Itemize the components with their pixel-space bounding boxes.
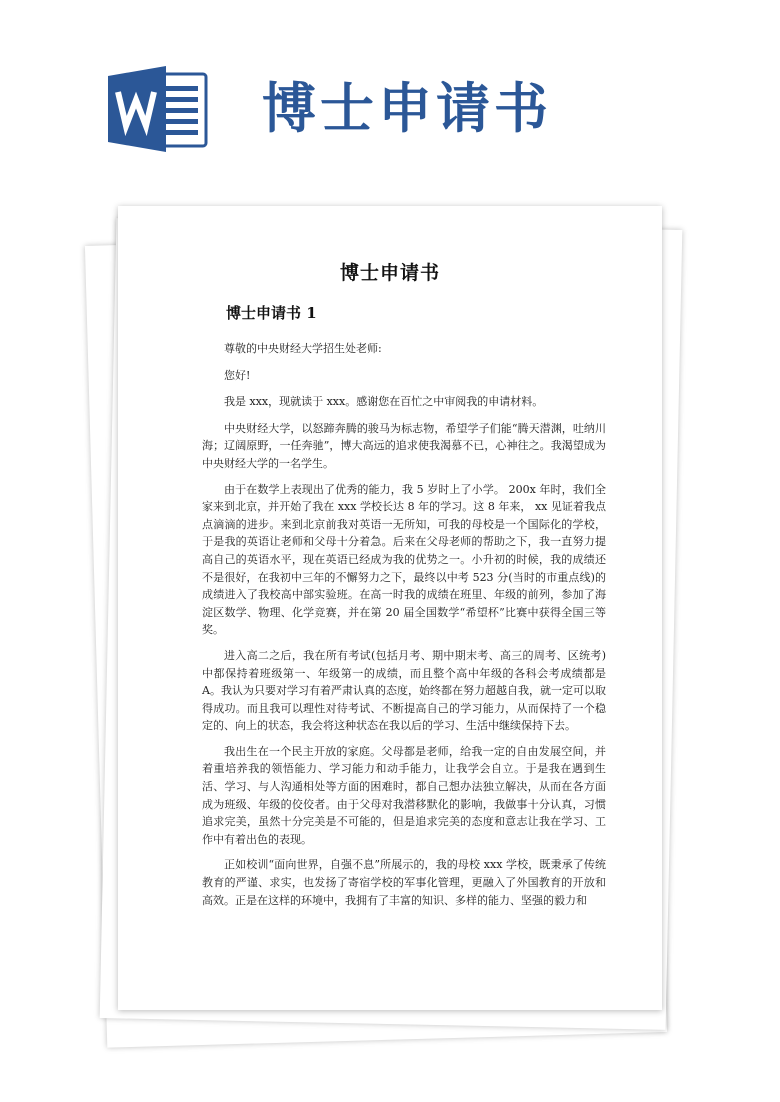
document-subtitle: 博士申请书 1 (226, 304, 317, 322)
paragraph-intro: 我是 xxx，现就读于 xxx。感谢您在百忙之中审阅我的申请材料。 (224, 395, 544, 409)
paragraph-school-motto: 正如校训“面向世界，自强不息”所展示的，我的母校 xxx 学校，既秉承了传统教育的严谨、求实，也发扬了寄宿学校的军事化管理，更融入了外国教育的开放和高效。正是在这样的环境中，我拥有了丰富的知识、多样的能力、坚强的毅力和 (202, 858, 606, 907)
paragraph-family: 我出生在一个民主开放的家庭。父母都是老师，给我一定的自由发展空间，并着重培养我的领悟能力、学习能力和动手能力，让我学会自立。于是我在遇到生活、学习、与人沟通相处等方面的困难时，都自己想办法独立解决，从而在各方面成为班级、年级的佼佼者。由于父母对我潜移默化的影响，我做事十分认真，习惯追求完美，虽然十分完美是不可能的，但是追求完美的态度和意志让我在学习、工作中有着出色的表现。 (202, 744, 606, 846)
paragraph-high-school: 进入高二之后，我在所有考试(包括月考、期中期末考、高三的周考、区统考)中都保持着班级第一、年级第一的成绩，而且整个高中年级的各科会考成绩都是 A。我认为只要对学习有着严肃认真的态度，始终都在努力超越自我，就一定可以取得成功。而且我可以理性对待考试、不断提高自己的学习能力，从而保持了一个稳定的、向上的状态，我会将这种状态在我以后的学习、生活中继续保持下去。 (202, 648, 606, 733)
salutation: 尊敬的中央财经大学招生处老师: (224, 342, 382, 355)
banner-title: 博士申请书 (262, 77, 552, 140)
greeting: 您好! (224, 368, 251, 382)
word-document-icon (108, 66, 208, 152)
document-title: 博士申请书 (339, 262, 440, 284)
paragraph-early-education: 由于在数学上表现出了优秀的能力，我 5 岁时上了小学。 200x 年时，我们全家来到北京，并开始了我在 xxx 学校长达 8 年的学习。这 8 年来， xx 见证着我点点滴滴的进步。来到北京前我对英语一无所知，可我的母校是一个国际化的学校，于是我的英语让老师和父母十分着急。后来在父母老师的帮助之下，我一直努力提高自己的英语水平，现在英语已经成为我的优势之一。小升初的时候，我的成绩还不是很好，在我初中三年的不懈努力之下，最终以中考 523 分(当时的市重点线)的成绩进入了我校高中部实验班。在高一时我的成绩在班里、年级的前列，参加了海淀区数学、物理、化学竞赛，并在第 20 届全国数学“希望杯”比赛中获得全国三等奖。 (202, 482, 606, 637)
document-page (118, 206, 662, 1010)
paragraph-university: 中央财经大学，以怒蹄奔腾的骏马为标志物，希望学子们能“腾天潜渊，吐纳川海；辽阔原野，一任奔驰”，博大高远的追求使我渴慕不已，心神往之。我渴望成为中央财经大学的一名学生。 (202, 421, 606, 470)
banner-header (0, 0, 780, 200)
document-body (202, 340, 606, 917)
